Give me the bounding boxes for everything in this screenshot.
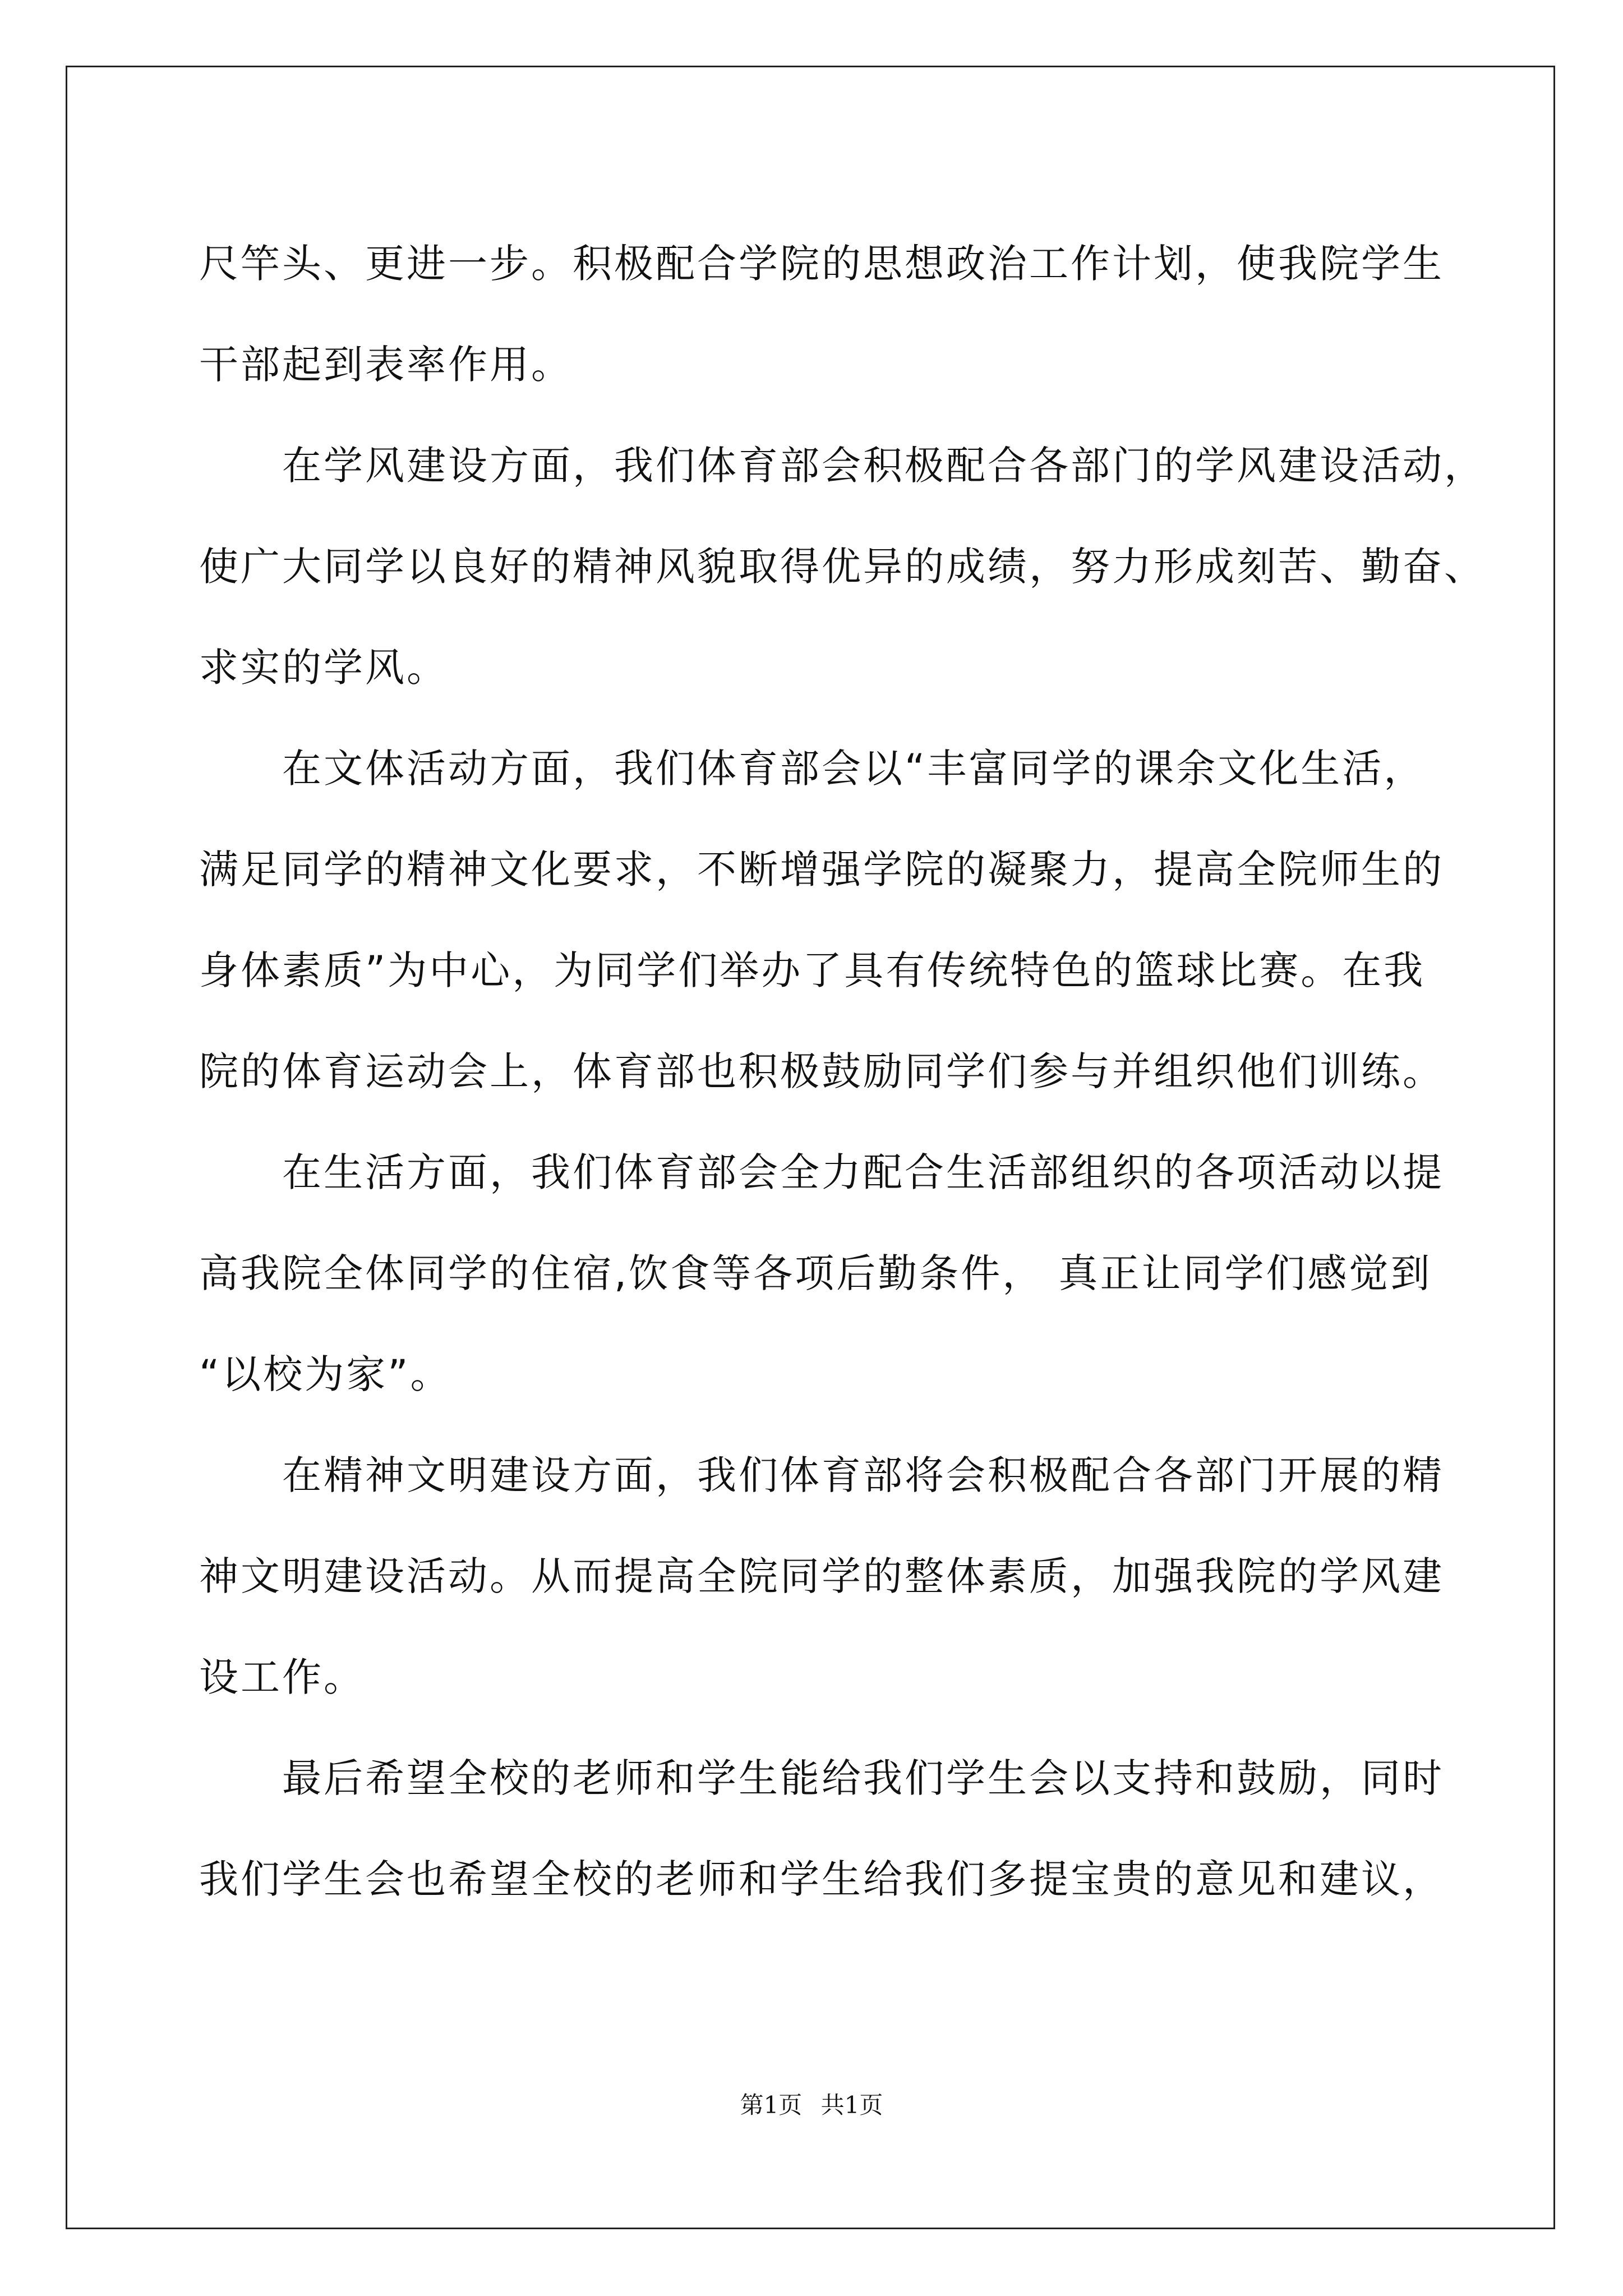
text-line-8: 身体素质”为中心，为同学们举办了具有传统特色的篮球比赛。在我 (199, 947, 1426, 993)
text-line-1: 尺竿头、更进一步。积极配合学院的思想政治工作计划，使我院学生 (199, 241, 1444, 287)
text-line-5: 求实的学风。 (199, 645, 448, 691)
text-line-12: “以校为家”。 (199, 1351, 452, 1397)
text-line-7: 满足同学的精神文化要求，不断增强学院的凝聚力，提高全院师生的 (199, 846, 1444, 892)
text-line-17: 我们学生会也希望全校的老师和学生给我们多提宝贵的意见和建议， (199, 1856, 1444, 1902)
page-total: 共1页 (820, 2091, 883, 2119)
text-line-2: 干部起到表率作用。 (199, 342, 573, 388)
text-line-3: 在学风建设方面，我们体育部会积极配合各部门的学风建设活动， (282, 443, 1486, 489)
text-line-11: 高我院全体同学的住宿,饮食等各项后勤条件， 真正让同学们感觉到 (199, 1250, 1432, 1296)
text-line-4: 使广大同学以良好的精神风貌取得优异的成绩，努力形成刻苦、勤奋、 (199, 544, 1486, 590)
text-line-9: 院的体育运动会上，体育部也积极鼓励同学们参与并组织他们训练。 (199, 1048, 1444, 1094)
document-body (199, 213, 1486, 1930)
text-line-15: 设工作。 (199, 1654, 365, 1700)
text-line-10: 在生活方面，我们体育部会全力配合生活部组织的各项活动以提 (282, 1149, 1444, 1195)
text-line-6: 在文体活动方面，我们体育部会以“丰富同学的课余文化生活， (282, 746, 1426, 792)
page-number: 第1页 (740, 2091, 803, 2119)
text-line-14: 神文明建设活动。从而提高全院同学的整体素质，加强我院的学风建 (199, 1553, 1444, 1599)
page-footer (0, 2087, 1623, 2120)
text-line-16: 最后希望全校的老师和学生能给我们学生会以支持和鼓励，同时 (282, 1755, 1444, 1801)
text-line-13: 在精神文明建设方面，我们体育部将会积极配合各部门开展的精 (282, 1452, 1444, 1498)
